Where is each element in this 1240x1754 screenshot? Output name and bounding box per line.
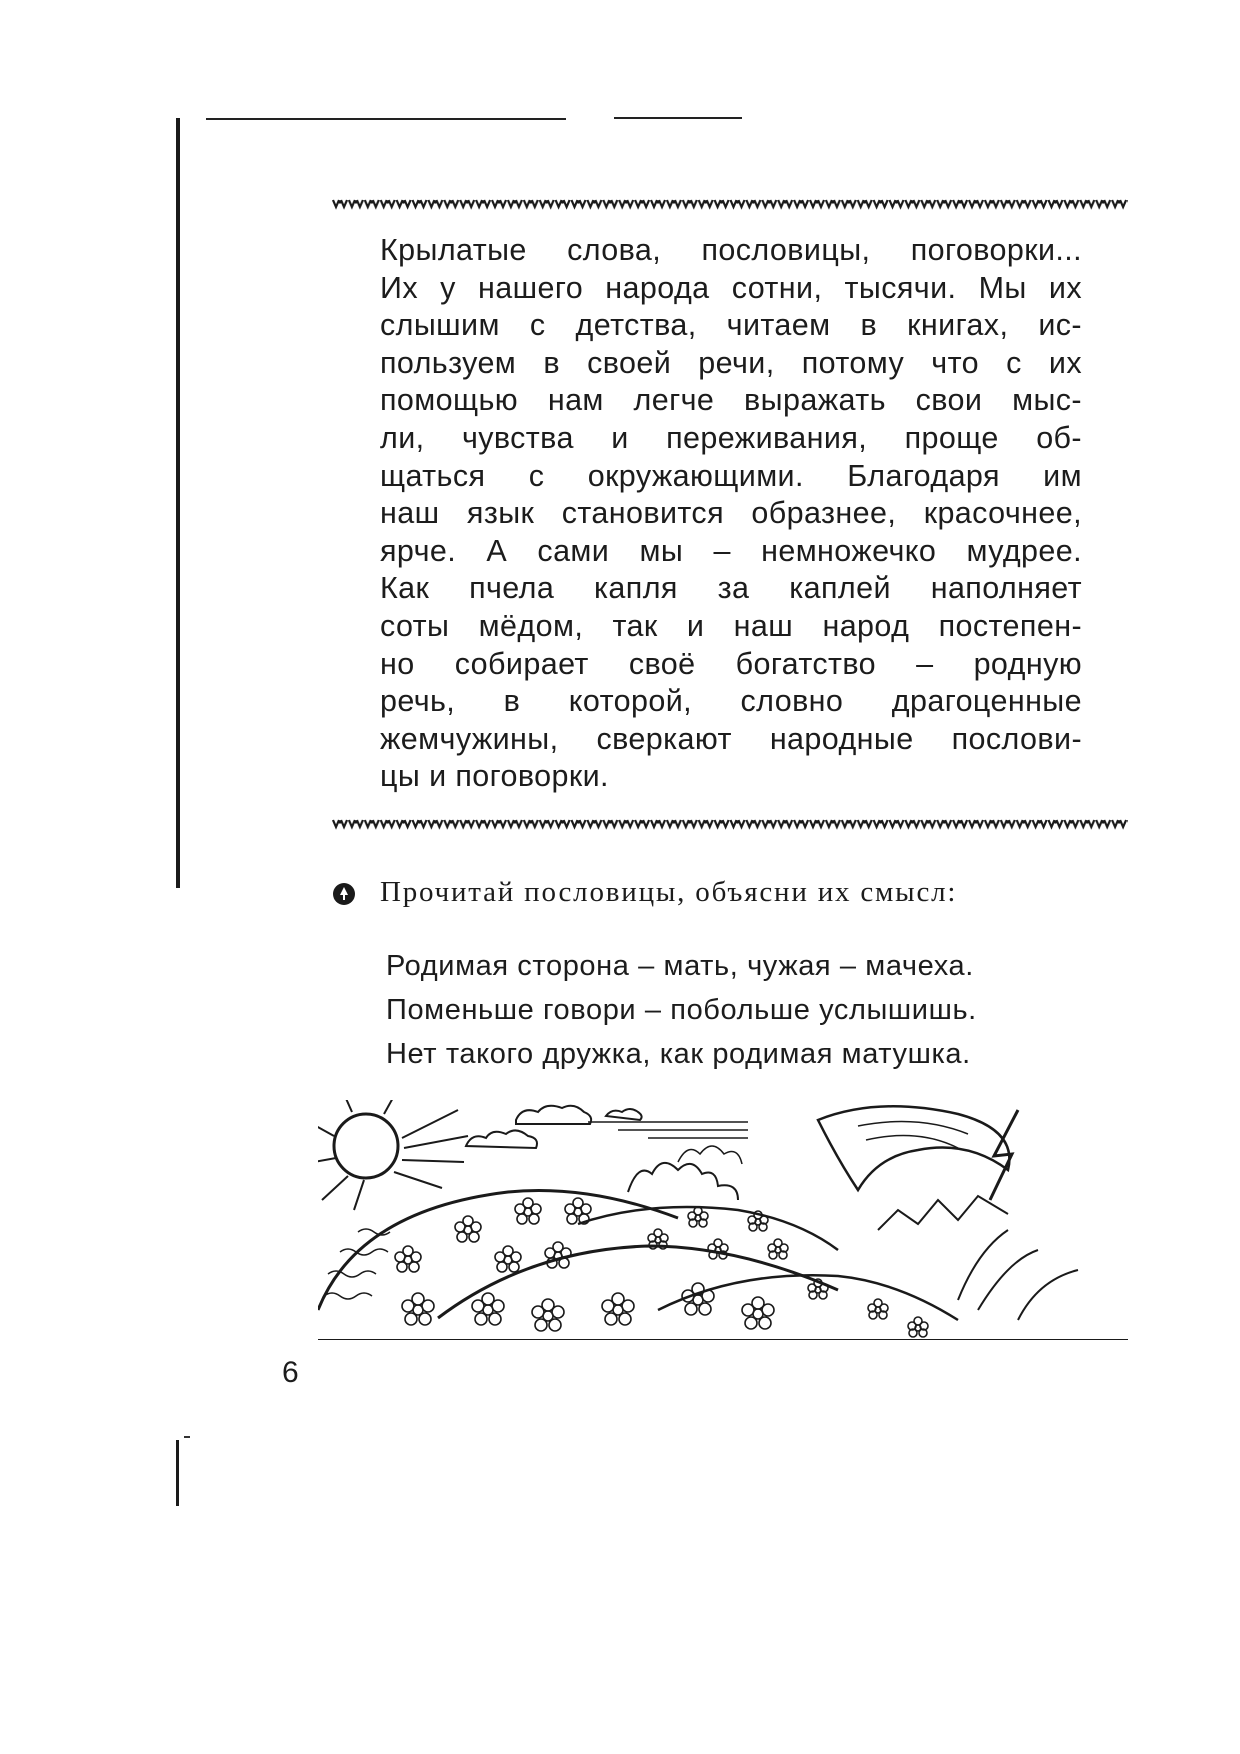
paragraph-line: ярче. А сами мы – немножечко мудрее. [380, 533, 1082, 568]
paragraph-line: соты мёдом, так и наш народ постепен- [380, 608, 1082, 643]
paragraph-line: помощью нам легче выражать свои мыс- [380, 383, 1082, 418]
cloud-icon [466, 1106, 642, 1148]
task-marker-icon [332, 882, 356, 906]
paragraph-line: наш язык становится образнее, красочнее, [380, 496, 1082, 531]
paragraph-line: щаться с окружающими. Благодаря им [380, 458, 1082, 493]
paragraph-line: пользуем в своей речи, потому что с их [380, 345, 1082, 380]
paragraph-line: но собирает своё богатство – родную [380, 646, 1082, 681]
task-block [332, 876, 1132, 916]
proverb-item: Поменьше говори – побольше услышишь. [386, 994, 977, 1026]
task-instruction: Прочитай пословицы, объясни их смысл: [380, 876, 958, 908]
paragraph-line: жемчужины, сверкают народные послови- [380, 721, 1082, 756]
ornament-border-top [332, 196, 1128, 212]
scan-margin-bar-lower [176, 1440, 179, 1506]
header-rule-left [206, 118, 566, 120]
intro-paragraph [380, 232, 1082, 796]
scan-margin-bar [176, 118, 180, 888]
proverb-item: Родимая сторона – мать, чужая – мачеха. [386, 950, 974, 982]
paragraph-line: слышим с детства, читаем в книгах, ис- [380, 308, 1082, 343]
paragraph-line: цы и поговорки. [380, 759, 609, 794]
proverb-item: Нет такого дружка, как родимая матушка. [386, 1038, 971, 1070]
ornament-border-bottom [332, 816, 1128, 832]
landscape-illustration [318, 1100, 1128, 1340]
storm-icon [818, 1106, 1078, 1320]
paragraph-line: Как пчела капля за каплей наполняет [380, 571, 1082, 606]
paragraph-line: Их у нашего народа сотни, тысячи. Мы их [380, 270, 1082, 305]
scan-tick-mark [184, 1436, 190, 1438]
sun-icon [318, 1100, 468, 1210]
paragraph-line: Крылатые слова, пословицы, поговорки... [380, 233, 1082, 267]
page-number: 6 [282, 1356, 299, 1389]
paragraph-line: речь, в которой, словно драгоценные [380, 684, 1082, 719]
header-rule-right [614, 117, 742, 119]
proverb-list [386, 944, 1086, 1076]
paragraph-line: ли, чувства и переживания, проще об- [380, 420, 1082, 455]
